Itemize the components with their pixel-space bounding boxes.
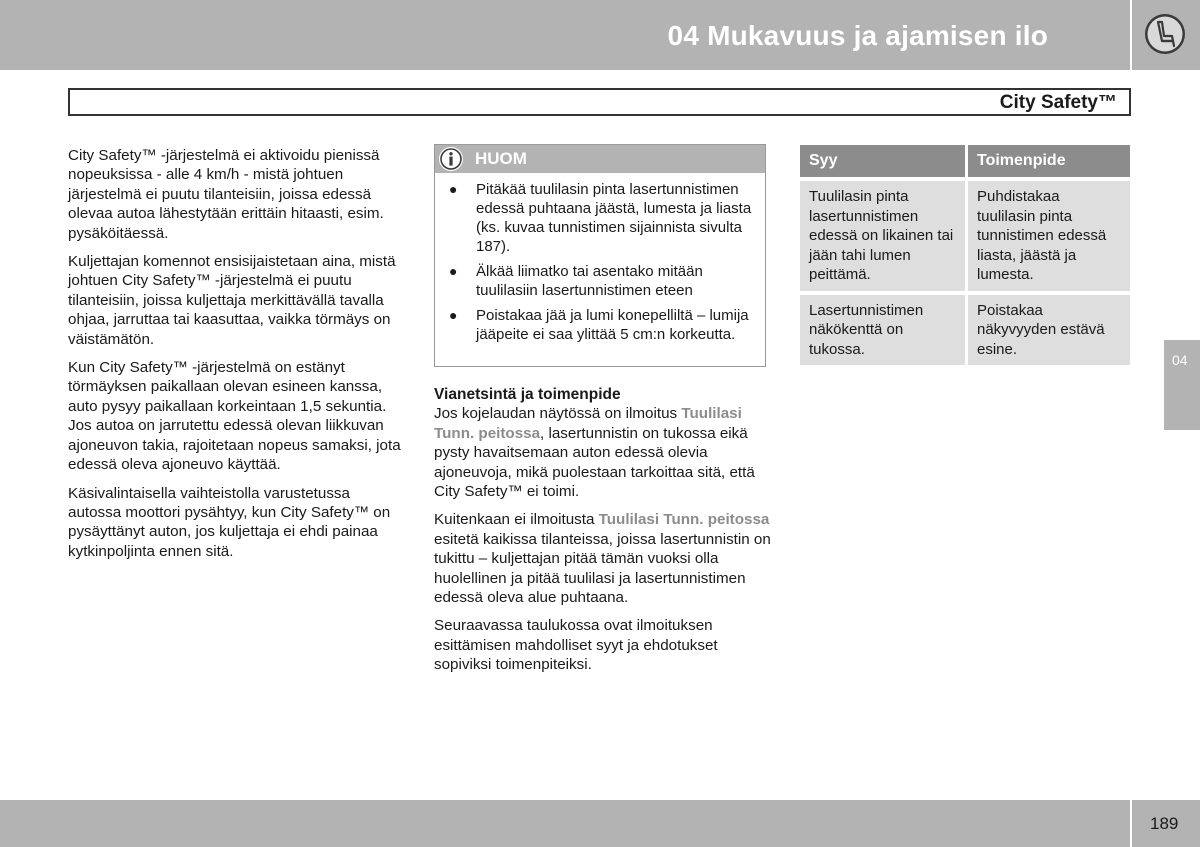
column-header-cause: Syy (800, 145, 965, 177)
chapter-title: 04 Mukavuus ja ajamisen ilo (667, 20, 1048, 51)
paragraph: Jos kojelaudan näytössä on ilmoitus Tuulilasi Tunn. peitossa, lasertunnistin on tukossa eikä pysty havaitsemaan auton edessä olevia ajoneuvoja, mikä puolestaan tarkoittaa sitä, että City Safety™ ei toimi. (434, 405, 755, 501)
note-item: ● Poistakaa jää ja lumi konepelliltä – lumija jääpeite ei saa ylittää 5 cm:n korkeutta. (449, 307, 749, 343)
table-row (800, 291, 1130, 366)
page-number-box (1132, 800, 1200, 847)
note-list (435, 180, 765, 344)
paragraph: City Safety™ -järjestelmä ei aktivoidu pienissä nopeuksissa - alle 4 km/h - mistä johtuen järjestelmä ei puutu tilanteisiin, joissa edessä olevaa autoa lähestytään erittäin hitaasti, esim. pysäköitäessä. (68, 147, 384, 242)
table-cell: Puhdistakaa tuulilasin pinta tunnistimen edessä liasta, jäästä ja lumesta. (965, 177, 1130, 291)
info-icon (438, 146, 464, 172)
table-row (800, 177, 1130, 291)
note-box (434, 144, 766, 367)
troubleshooting-heading: Vianetsintä ja toimenpide (434, 386, 621, 403)
chapter-side-tab (1164, 340, 1200, 430)
chapter-icon-box (1132, 0, 1200, 70)
paragraph: Seuraavassa taulukossa ovat ilmoituksen esittämisen mahdolliset syyt ja ehdotukset sopiviksi toimenpiteiksi. (434, 617, 718, 674)
paragraph: Kuitenkaan ei ilmoitusta Tuulilasi Tunn. peitossa esitetä kaikissa tilanteissa, joissa lasertunnistin on tukittu – kuljettajan pitää tämän vuoksi olla huolellinen ja pitää tuulilasi ja lasertunnistimen edessä oleva alue puhtaana. (434, 511, 771, 607)
bullet-icon: ● (449, 307, 458, 323)
paragraph: Kun City Safety™ -järjestelmä on estänyt törmäyksen paikallaan olevan esineen kanssa, auto pysyy paikallaan korkeintaan 1,5 sekuntia. Jos autoa on jarrutettu edessä olevan liikkuvan ajoneuvon takia, rajoitetaan nopeus samaksi, jota edessä oleva ajoneuvo käyttää. (68, 359, 401, 474)
paragraph: Käsivalintaisella vaihteistolla varustetussa autossa moottori pysähtyy, kun City Safety™ on pysäyttänyt auton, jos kuljettaja ei ehdi painaa kytkinpoljinta ennen sitä. (68, 484, 391, 560)
body-column-left (68, 146, 403, 570)
footer-bar (0, 800, 1130, 847)
bullet-icon: ● (449, 181, 458, 197)
seat-icon (1143, 12, 1187, 56)
paragraph: Kuljettajan komennot ensisijaistetaan aina, mistä johtuen City Safety™ -järjestelmä ei puutu tilanteisiin, joissa kuljettaja merkittävällä tavalla ohjaa, jarruttaa tai kaasuttaa, vaikka törmäys on väistämätön. (68, 253, 396, 348)
page-number: 189 (1150, 814, 1179, 833)
body-column-middle (434, 385, 774, 684)
table-cell: Poistakaa näkyvyyden estävä esine. (965, 291, 1130, 366)
section-title-box (68, 88, 1131, 116)
table-header-row (800, 145, 1130, 177)
note-label: HUOM (475, 149, 527, 168)
column-header-action: Toimenpide (965, 145, 1130, 177)
chapter-tab-label: 04 (1172, 352, 1188, 368)
table-cell: Lasertunnistimen näkökenttä on tukossa. (800, 291, 965, 366)
bullet-icon: ● (449, 263, 458, 279)
display-message: Tuulilasi Tunn. peitossa (598, 511, 770, 529)
section-title: City Safety™ (999, 92, 1117, 113)
chapter-header-bar (0, 0, 1130, 70)
cause-action-table (800, 145, 1130, 365)
note-item: ● Älkää liimatko tai asentako mitään tuulilasiin lasertunnistimen eteen (449, 263, 703, 299)
display-message: Tuulilasi Tunn. peitossa (434, 405, 742, 442)
note-header (435, 145, 765, 173)
table-cell: Tuulilasin pinta lasertunnistimen edessä on likainen tai jään tahi lumen peittämä. (800, 177, 965, 291)
note-item: ● Pitäkää tuulilasin pinta lasertunnistimen edessä puhtaana jäästä, lumesta ja liasta (ks. kuvaa tunnistimen sijainnista sivulta 187). (449, 181, 752, 255)
